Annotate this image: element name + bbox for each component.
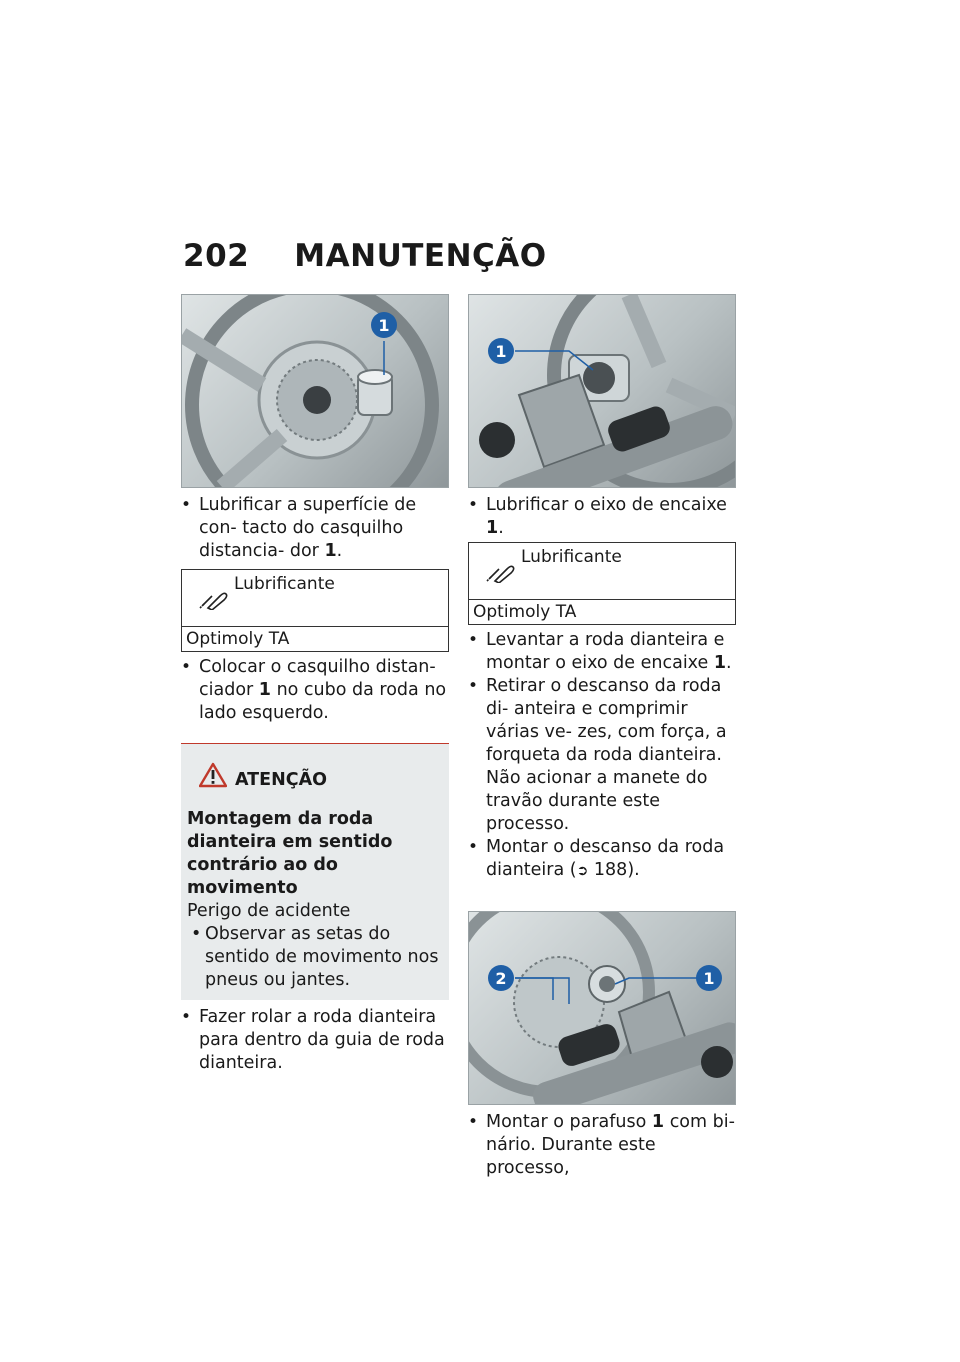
page-title: MANUTENÇÃO (294, 238, 547, 274)
step-lubricate-axle: • Lubrificar o eixo de encaixe 1. (468, 494, 736, 540)
lubricant-icon (198, 588, 228, 614)
page-header (183, 238, 547, 274)
lubricant-box (468, 542, 736, 625)
step-install-axle: • Levantar a roda dianteira e montar o eixo de encaixe 1. (468, 629, 736, 675)
warning-text: Perigo de acidente (187, 901, 351, 921)
figure-callout-2: 2 (495, 969, 507, 988)
step-fit-spacer: • Colocar o casquilho distan- ciador 1 no cubo da roda no lado esquerdo. (181, 656, 449, 725)
step-mount-bolt: • Montar o parafuso 1 com bi- nário. Durante este processo, (468, 1111, 736, 1180)
lubricant-label: Lubrificante (521, 547, 622, 567)
lubricant-value: Optimoly TA (473, 602, 577, 622)
warning-triangle-icon (199, 762, 227, 792)
lubricant-box (181, 569, 449, 652)
step-roll-wheel: • Fazer rolar a roda dianteira para dentro da guia de roda dianteira. (181, 1006, 449, 1075)
step-mount-stand: • Montar o descanso da roda dianteira (➲ 188). (468, 836, 736, 883)
warning-title: ATENÇÃO (235, 770, 327, 790)
step-lubricate-spacer: • Lubrificar a superfície de con- tacto do casquilho distancia- dor 1. (181, 494, 449, 563)
warning-box (181, 743, 449, 1000)
figure-callout-1: 1 (703, 969, 715, 988)
lubricant-label: Lubrificante (234, 574, 335, 594)
figure-callout-1: 1 (495, 342, 507, 361)
lubricant-icon (485, 561, 515, 587)
lubricant-value: Optimoly TA (186, 629, 290, 649)
page-ref-arrow-icon: ➲ (576, 863, 589, 879)
left-column (181, 294, 449, 1075)
step-compress-fork: • Retirar o descanso da roda di- anteira e comprimir várias ve- zes, com força, a forqueta da roda dianteira. Não acionar a manete do travão durante este processo. (468, 675, 736, 836)
warning-instruction: • Observar as setas do sentido de movimento nos pneus ou jantes. (187, 923, 443, 992)
page-number: 202 (183, 238, 250, 274)
right-column (468, 294, 736, 1180)
warning-heading: Montagem da roda dianteira em sentido contrário ao do movimento (187, 809, 393, 898)
figure-hub-spacer (181, 294, 449, 488)
figure-axle-bolt (468, 911, 736, 1105)
figure-axle (468, 294, 736, 488)
figure-callout-1: 1 (378, 316, 390, 335)
page-ref[interactable]: 188 (593, 860, 628, 880)
